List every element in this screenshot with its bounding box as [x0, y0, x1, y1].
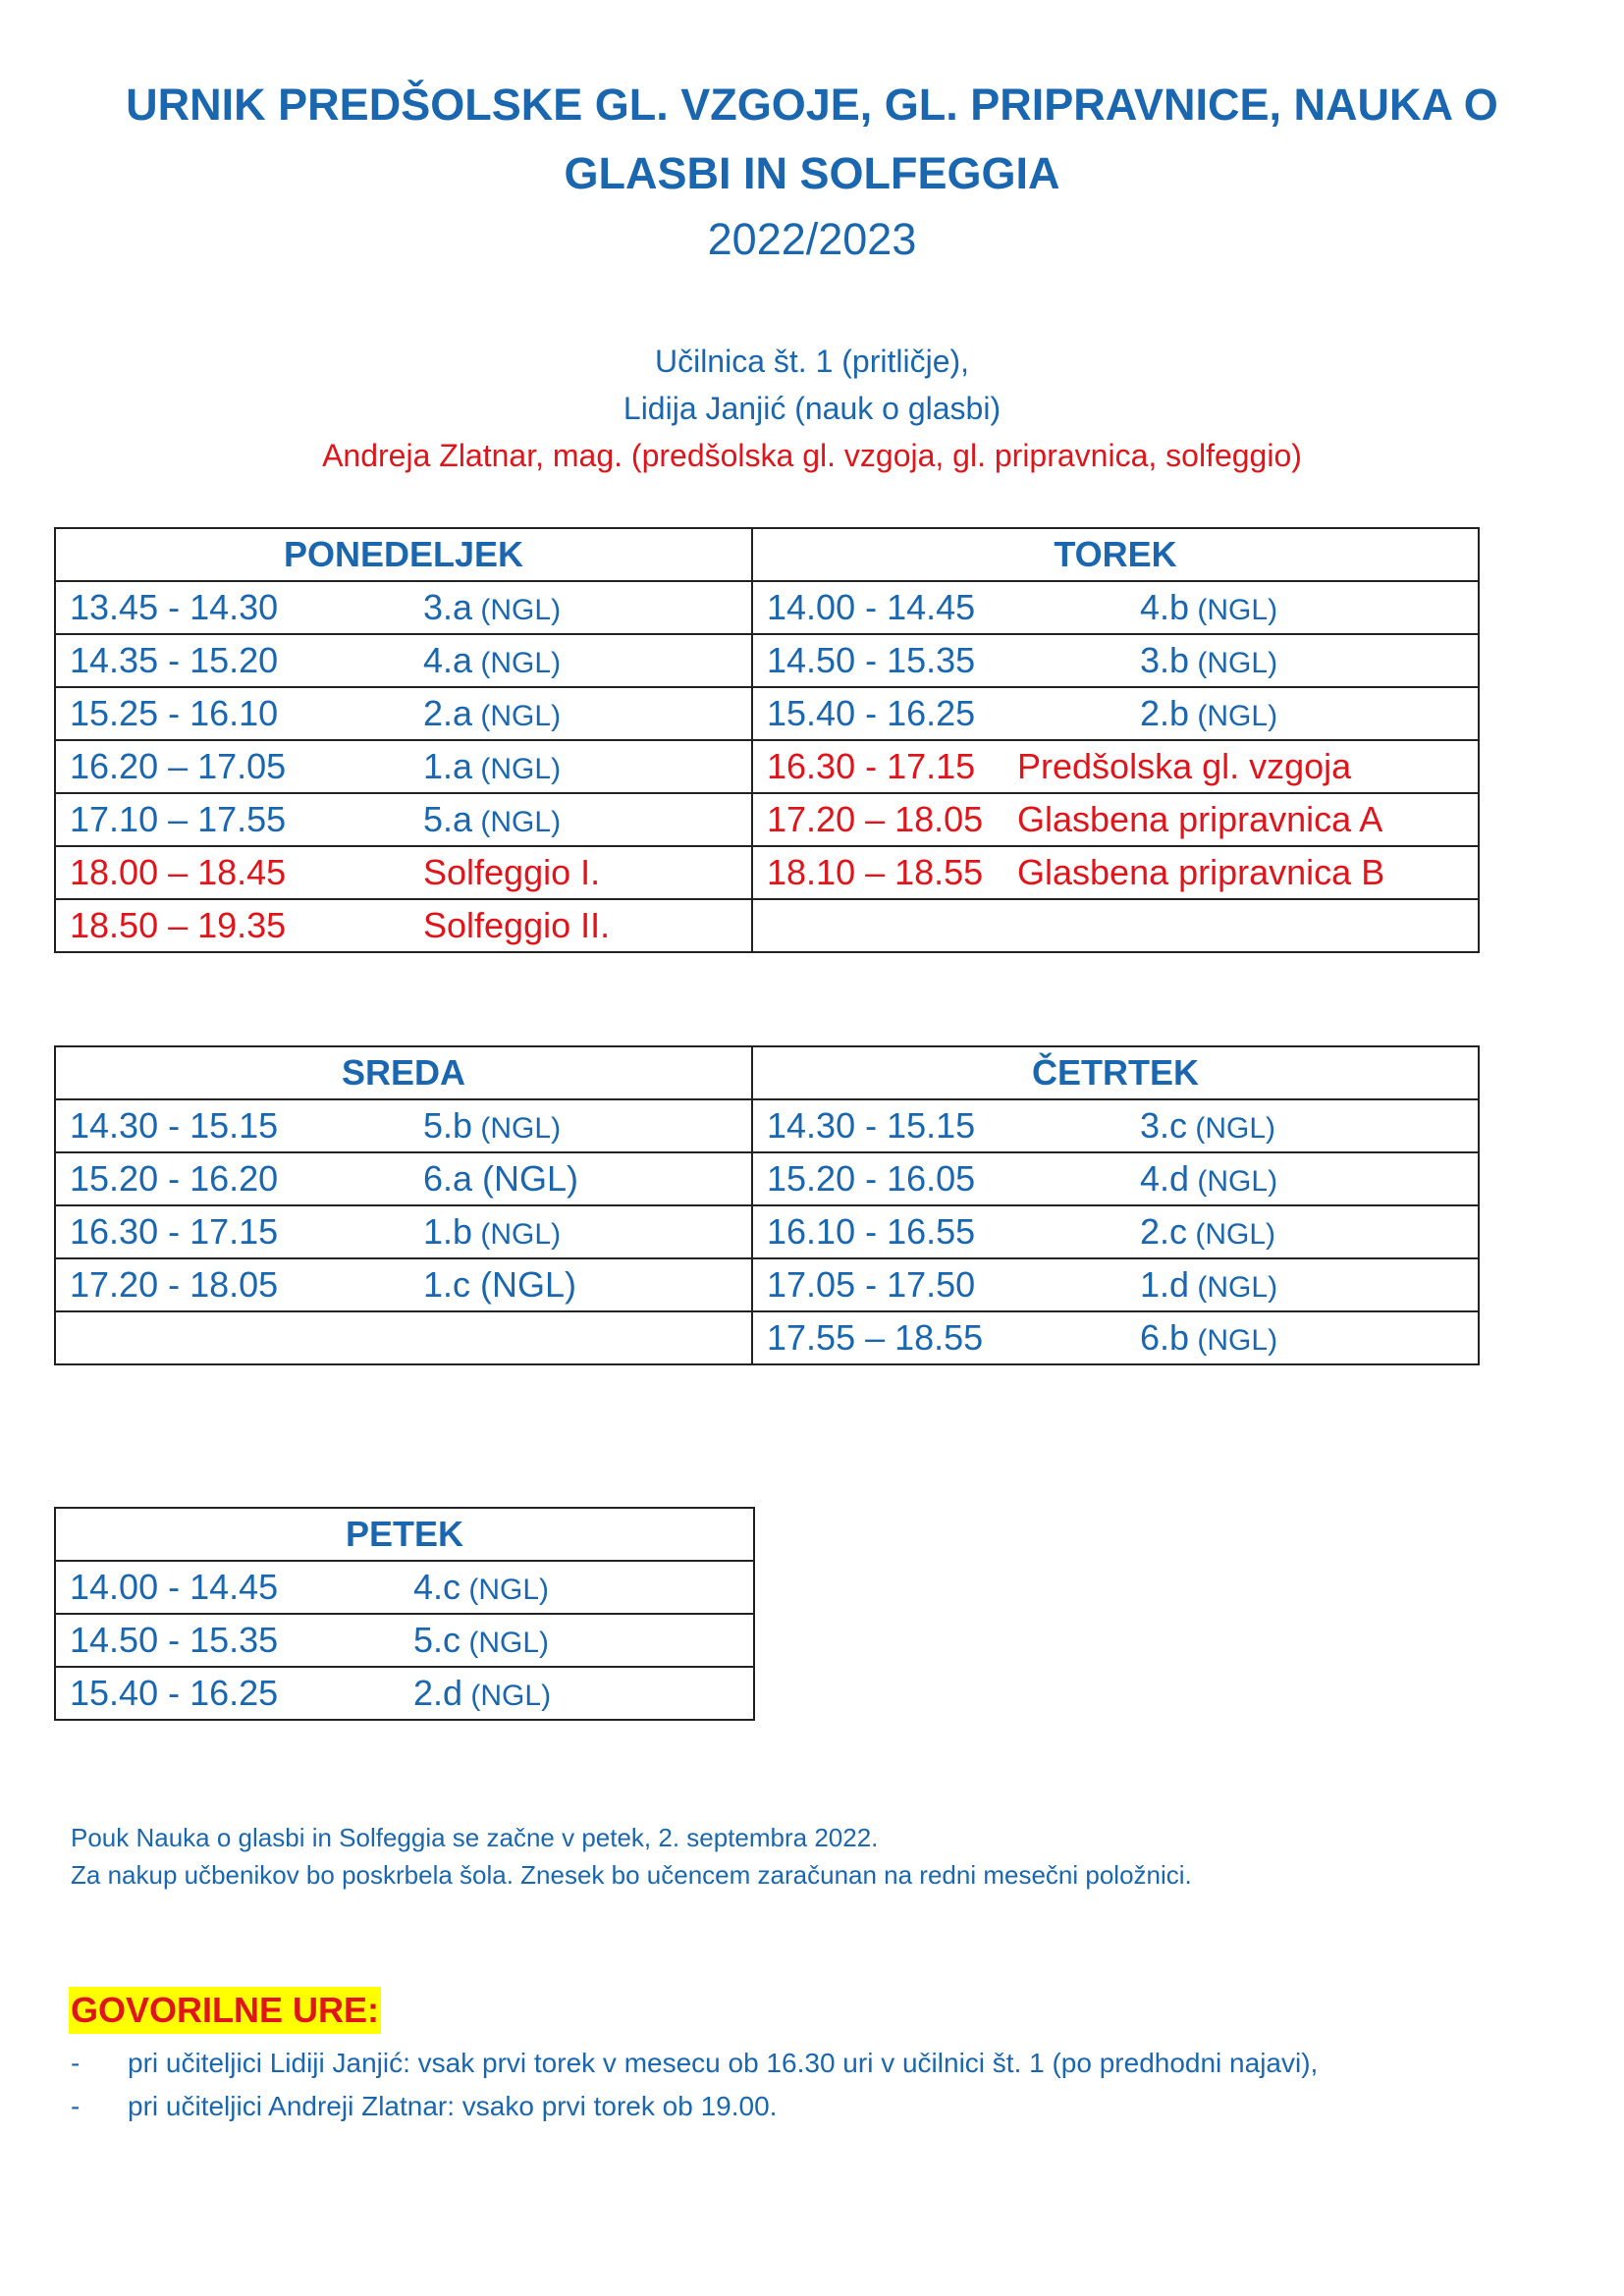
table-row [55, 634, 1479, 687]
list-bullet: - [71, 2091, 81, 2121]
schedule-slot [55, 1099, 752, 1152]
office-hours-zlatnar: pri učiteljici Andreji Zlatnar: vsako prvi torek ob 19.00. [128, 2091, 778, 2121]
slot-time: 14.00 - 14.45 [767, 587, 976, 627]
slot-time: 14.50 - 15.35 [70, 1620, 279, 1660]
slot-class: Glasbena pripravnica A [1017, 799, 1383, 839]
slot-ngl-tag: (NGL) [1197, 1324, 1278, 1357]
slot-time: 16.10 - 16.55 [767, 1211, 976, 1252]
slot-content [70, 1264, 751, 1306]
slot-ngl-tag: (NGL) [470, 1680, 552, 1712]
schedule-slot [752, 846, 1479, 899]
slot-content [767, 640, 1478, 681]
table-row [55, 581, 1479, 634]
slot-class: 2.b [1140, 693, 1190, 733]
slot-ngl-tag: (NGL) [480, 1112, 562, 1145]
slot-class: 1.b [423, 1211, 473, 1252]
slot-class: 3.c [1140, 1105, 1188, 1146]
slot-ngl-tag: (NGL) [1197, 1165, 1278, 1198]
slot-time: 18.00 – 18.45 [70, 852, 287, 892]
schedule-slot [752, 1311, 1479, 1364]
schedule-slot [752, 1205, 1479, 1258]
slot-time: 17.55 – 18.55 [767, 1317, 984, 1358]
slot-ngl-tag: (NGL) [1197, 1271, 1278, 1304]
slot-content [70, 693, 751, 734]
office-hours-janjic: pri učiteljici Lidiji Janjić: vsak prvi torek v mesecu ob 16.30 uri v učilnici št. 1 (po predhodni najavi), [128, 2048, 1319, 2078]
slot-class: 5.a [423, 799, 473, 839]
schedule-slot [752, 687, 1479, 740]
schedule-slot [55, 581, 752, 634]
slot-content [767, 1105, 1478, 1147]
slot-ngl-tag: (NGL) [1197, 700, 1278, 732]
slot-content [70, 1211, 751, 1253]
schedule-slot [55, 634, 752, 687]
slot-time: 15.20 - 16.20 [70, 1158, 279, 1199]
slot-time: 16.20 – 17.05 [70, 746, 287, 786]
list-bullet: - [71, 2048, 81, 2078]
slot-content [767, 1158, 1478, 1200]
office-hours-title: GOVORILNE URE: [69, 1987, 381, 2034]
slot-class: 6.a (NGL) [423, 1158, 579, 1199]
slot-class: 2.d [413, 1673, 463, 1713]
table-row [55, 1258, 1479, 1311]
slot-time: 15.20 - 16.05 [767, 1158, 976, 1199]
table-row [55, 1614, 754, 1667]
schedule-slot [55, 899, 752, 952]
slot-time: 17.05 - 17.50 [767, 1264, 976, 1305]
school-year: 2022/2023 [707, 214, 917, 264]
schedule-slot [55, 846, 752, 899]
table-row [55, 846, 1479, 899]
table-row [55, 899, 1479, 952]
slot-content [767, 1264, 1478, 1306]
slot-time: 16.30 - 17.15 [70, 1211, 279, 1252]
slot-class: Glasbena pripravnica B [1017, 852, 1385, 892]
slot-class: 1.d [1140, 1264, 1190, 1305]
slot-content [70, 640, 751, 681]
slot-time: 14.00 - 14.45 [70, 1567, 279, 1607]
slot-ngl-tag: (NGL) [480, 594, 562, 626]
table-row [55, 687, 1479, 740]
slot-content [70, 1158, 751, 1200]
room-info: Učilnica št. 1 (pritličje), [654, 344, 970, 379]
slot-content [70, 1105, 751, 1147]
slot-class: 4.c [413, 1567, 461, 1607]
schedule-slot [55, 1205, 752, 1258]
slot-time: 15.25 - 16.10 [70, 693, 279, 733]
note-textbooks: Za nakup učbenikov bo poskrbela šola. Znesek bo učencem zaračunan na redni mesečni položnici. [71, 1860, 1192, 1890]
slot-ngl-tag: (NGL) [1195, 1218, 1276, 1251]
day-header-monday: PONEDELJEK [55, 528, 752, 581]
table-row [55, 1311, 1479, 1364]
slot-class: 6.b [1140, 1317, 1190, 1358]
table-row [55, 793, 1479, 846]
slot-class: Solfeggio I. [423, 852, 601, 892]
schedule-slot [55, 1152, 752, 1205]
slot-class: Predšolska gl. vzgoja [1017, 746, 1352, 786]
slot-ngl-tag: (NGL) [1197, 647, 1278, 679]
table-row [55, 1205, 1479, 1258]
slot-content [70, 1620, 753, 1661]
schedule-slot [55, 1561, 754, 1614]
slot-class: 3.b [1140, 640, 1190, 680]
teacher-zlatnar: Andreja Zlatnar, mag. (predšolska gl. vzgoja, gl. pripravnica, solfeggio) [322, 438, 1302, 473]
slot-content [767, 693, 1478, 734]
slot-class: 1.c (NGL) [423, 1264, 577, 1305]
slot-ngl-tag: (NGL) [1197, 594, 1278, 626]
slot-time: 14.30 - 15.15 [70, 1105, 279, 1146]
schedule-slot [55, 1258, 752, 1311]
slot-class: 3.a [423, 587, 473, 627]
schedule-slot [752, 1258, 1479, 1311]
schedule-table-wed-thu [54, 1045, 1480, 1365]
slot-class: 2.c [1140, 1211, 1188, 1252]
slot-content [70, 1673, 753, 1714]
schedule-slot [55, 793, 752, 846]
slot-time: 15.40 - 16.25 [767, 693, 976, 733]
schedule-table-mon-tue [54, 527, 1480, 953]
slot-content [767, 1211, 1478, 1253]
slot-time: 17.10 – 17.55 [70, 799, 287, 839]
slot-class: 5.c [413, 1620, 461, 1660]
table-row [55, 1667, 754, 1720]
slot-class: Solfeggio II. [423, 905, 611, 945]
slot-time: 14.50 - 15.35 [767, 640, 976, 680]
schedule-slot [55, 1667, 754, 1720]
schedule-slot [752, 793, 1479, 846]
slot-content [70, 799, 751, 840]
slot-time: 14.30 - 15.15 [767, 1105, 976, 1146]
office-hours-item [71, 2042, 1318, 2085]
slot-content [70, 1567, 753, 1608]
table-row [55, 1561, 754, 1614]
slot-content [767, 587, 1478, 628]
table-row [55, 1099, 1479, 1152]
slot-content [767, 746, 1478, 787]
slot-ngl-tag: (NGL) [480, 806, 562, 838]
office-hours-item [71, 2085, 1318, 2128]
slot-content [70, 746, 751, 787]
teacher-janjic: Lidija Janjić (nauk o glasbi) [623, 391, 1001, 426]
slot-ngl-tag: (NGL) [480, 753, 562, 785]
slot-content [70, 587, 751, 628]
slot-time: 17.20 - 18.05 [70, 1264, 279, 1305]
slot-time: 16.30 - 17.15 [767, 746, 976, 786]
slot-time: 18.10 – 18.55 [767, 852, 984, 892]
slot-class: 2.a [423, 693, 473, 733]
page-title-line-1: URNIK PREDŠOLSKE GL. VZGOJE, GL. PRIPRAVNICE, NAUKA O [126, 80, 1498, 130]
slot-content [767, 1317, 1478, 1359]
day-header-friday: PETEK [55, 1508, 754, 1561]
slot-time: 13.45 - 14.30 [70, 587, 279, 627]
slot-class: 4.d [1140, 1158, 1190, 1199]
slot-class: 4.a [423, 640, 473, 680]
slot-class: 5.b [423, 1105, 473, 1146]
day-header-tuesday: TOREK [752, 528, 1479, 581]
slot-time: 15.40 - 16.25 [70, 1673, 279, 1713]
slot-content [767, 799, 1478, 840]
empty-cell [752, 899, 1479, 952]
table-row [55, 740, 1479, 793]
slot-ngl-tag: (NGL) [1195, 1112, 1276, 1145]
schedule-slot [752, 740, 1479, 793]
slot-content [70, 905, 751, 946]
slot-ngl-tag: (NGL) [480, 1218, 562, 1251]
schedule-table-fri [54, 1507, 755, 1721]
slot-content [767, 852, 1478, 893]
slot-ngl-tag: (NGL) [468, 1574, 550, 1606]
page-title-line-2: GLASBI IN SOLFEGGIA [564, 148, 1060, 198]
slot-ngl-tag: (NGL) [468, 1627, 550, 1659]
empty-cell [55, 1311, 752, 1364]
schedule-slot [752, 1152, 1479, 1205]
slot-content [70, 852, 751, 893]
slot-time: 18.50 – 19.35 [70, 905, 287, 945]
slot-time: 14.35 - 15.20 [70, 640, 279, 680]
note-start-date: Pouk Nauka o glasbi in Solfeggia se začne v petek, 2. septembra 2022. [71, 1823, 879, 1852]
table-row [55, 1152, 1479, 1205]
schedule-slot [752, 634, 1479, 687]
office-hours-list [71, 2042, 1318, 2128]
slot-class: 1.a [423, 746, 473, 786]
schedule-slot [752, 581, 1479, 634]
schedule-slot [55, 1614, 754, 1667]
day-header-wednesday: SREDA [55, 1046, 752, 1099]
slot-ngl-tag: (NGL) [480, 647, 562, 679]
day-header-thursday: ČETRTEK [752, 1046, 1479, 1099]
slot-ngl-tag: (NGL) [480, 700, 562, 732]
slot-class: 4.b [1140, 587, 1190, 627]
schedule-slot [55, 740, 752, 793]
slot-time: 17.20 – 18.05 [767, 799, 984, 839]
schedule-slot [55, 687, 752, 740]
schedule-slot [752, 1099, 1479, 1152]
